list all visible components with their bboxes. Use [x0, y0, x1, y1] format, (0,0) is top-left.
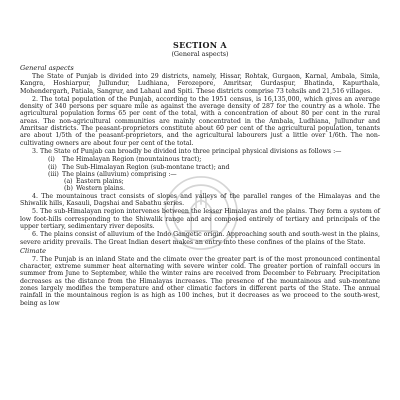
paragraph-population: 2. The total population of the Punjab, according to the 1951 census, is 16,135,000, which gives an average density of 340 persons per square mile as against the average density of 287 for the country as a whole. The agricultural population forms 65 per cent of the total, with a concentration of about 80 per cent in the rural areas. The non-agricultural communities are mainly concentrated in the Ambala, Ludhiana, Jullundur and Amritsar districts. The peasant-proprietors constitute about 60 per cent of the agricultural population, tenants are about 1/5th of the peasant-proprietors, and the agricultural labourers just a little over 1/6th. The non-cultivating owners are about four per cent of the total.: [20, 95, 380, 147]
paragraph-districts: The State of Punjab is divided into 29 districts, namely, Hissar, Rohtak, Gurgaon, Karnal, Ambala, Simla, Kangra, Hoshiarpur, Jullundur, Ludhiana, Ferozepore, Amritsar, Gurdaspur, Bhatinda, Kapurthala, Mohendergarh, Patiala, Sangrur, and Lahaul and Spiti. These districts comprise 73 tehsils and 21,516 villages.: [20, 73, 380, 95]
list-item: (i) The Himalayan Region (mountainous tract);: [48, 156, 202, 164]
list-item: (a) Eastern plains;: [64, 178, 124, 186]
general-aspects-heading: General aspects: [20, 64, 74, 72]
paragraph-plains: 6. The plains consist of alluvium of the Indo Gangetic origin. Approaching south and south-west in the plains, severe aridity prevails. The Great Indian desert makes an entry into these confines of the plains of the State.: [20, 231, 380, 246]
paragraph-sub-himalayan: 5. The sub-Himalayan region intervenes between the lesser Himalayas and the plains. They form a system of low foot-hills corresponding to the Shiwalik range and are composed entirely of tertiary and principals of the upper tertiary, sedimentary river deposits.: [20, 208, 380, 230]
paragraph-physical-divisions: 3. The State of Punjab can broadly be divided into three principal physical divisions as follows :—: [32, 147, 342, 155]
list-item: (b) Western plains.: [64, 185, 125, 193]
climate-heading: Climate: [20, 246, 46, 255]
paragraph-climate: 7. The Punjab is an inland State and the climate over the greater part is of the most pronounced continental character, extreme summer heat alternating with severe winter cold. The greater portion of rainfall occurs in summer from June to September, while the winter rains are received from December to February. Precipitation decreases as the distance from the Himalayas increases. The presence of the mountainous and sub-montane zones largely modifies the temperature and other climatic factors in different parts of the State. The annual rainfall in the mountainous region is as high as 100 inches, but it decreases as we proceed to the south-west, being as low: [20, 255, 380, 307]
document-body: [20, 40, 380, 308]
paragraph-mountainous-tract: 4. The mountainous tract consists of slopes and valleys of the parallel ranges of the Himalayas and the Shiwalik hills, Kasauli, Dagshai and Sabathu series.: [20, 192, 380, 208]
list-item: (iii) The plains (alluvium) comprising :—: [48, 170, 177, 178]
section-title: SECTION A: [173, 40, 227, 50]
section-subtitle: (General aspects): [171, 50, 229, 58]
list-item: (ii) The Sub-Himalayan Region (sub-montane tract); and: [48, 163, 230, 171]
divisions-list: [20, 156, 380, 192]
